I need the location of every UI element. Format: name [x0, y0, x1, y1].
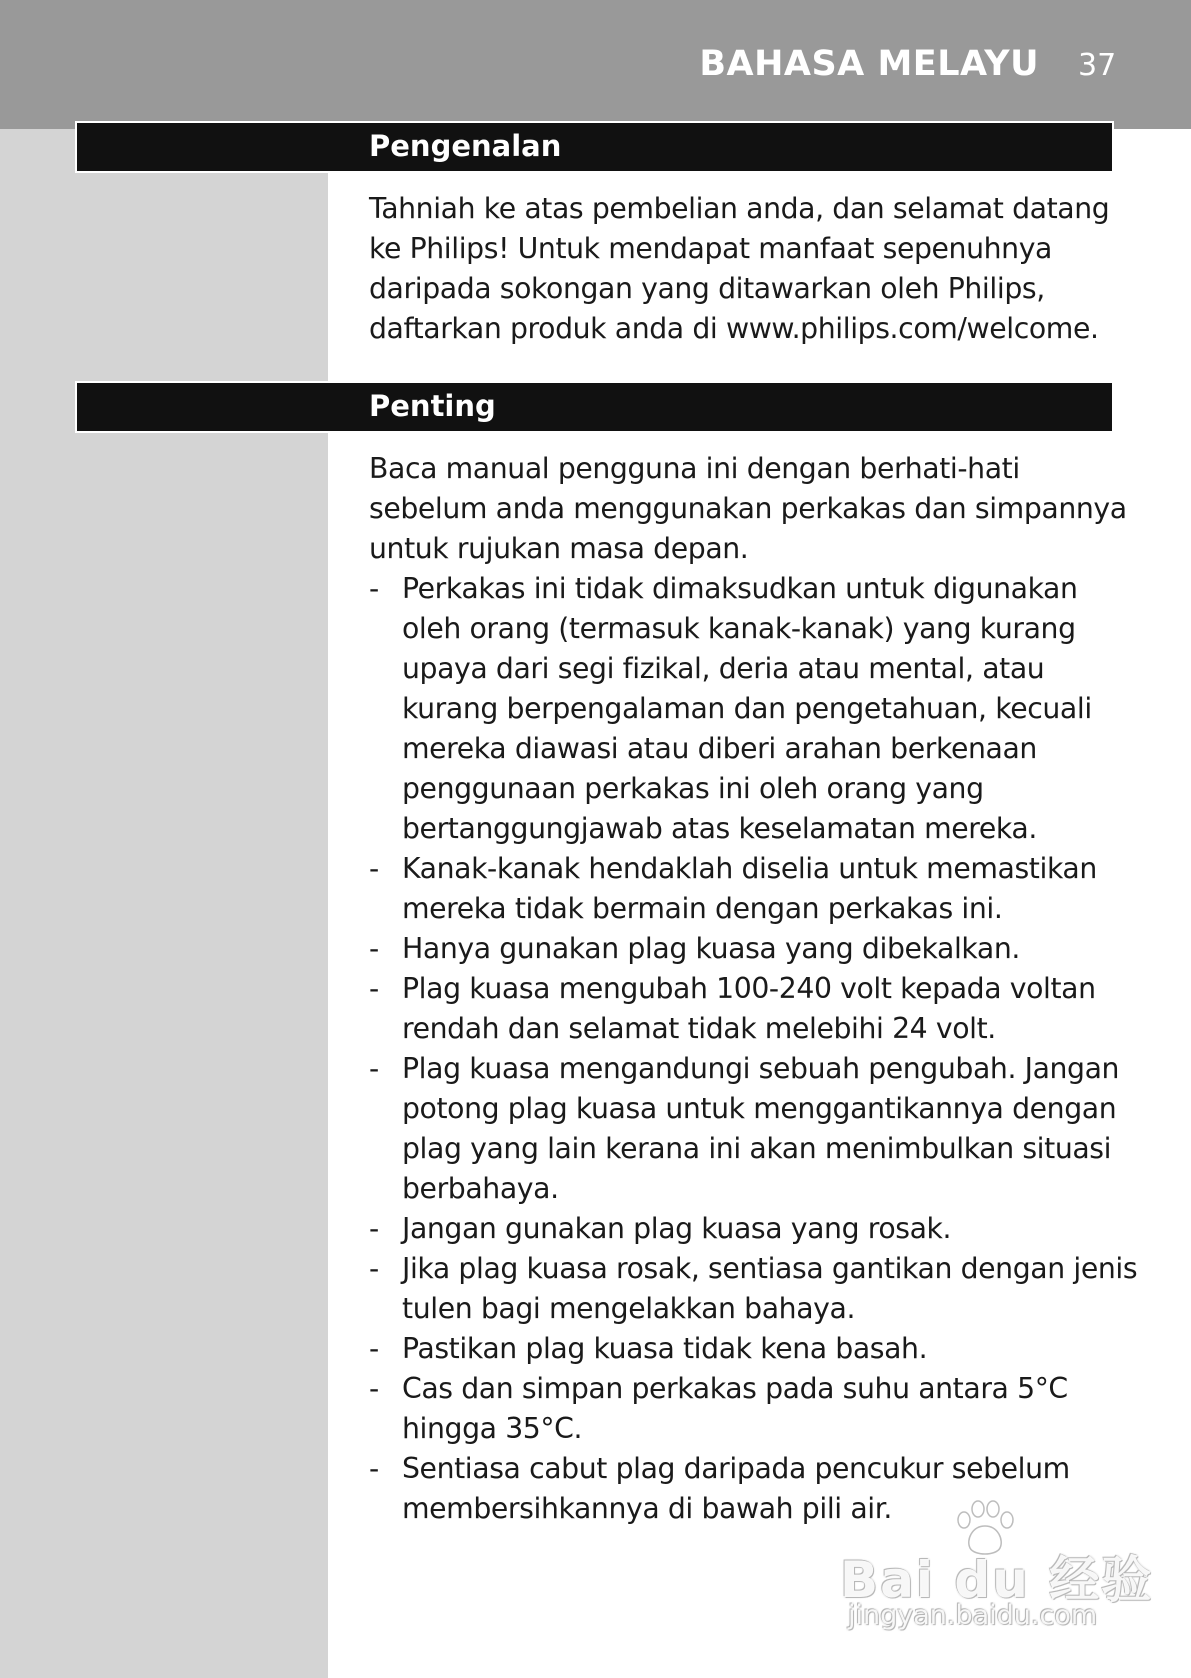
- bullet-dash: -: [369, 1052, 379, 1085]
- bullet-dash: -: [369, 1212, 379, 1245]
- list-item-line: Jika plag kuasa rosak, sentiasa gantikan dengan jenis: [402, 1252, 1138, 1285]
- paragraph-line: Baca manual pengguna ini dengan berhati-hati: [369, 452, 1020, 485]
- paragraph-line: ke Philips! Untuk mendapat manfaat sepenuhnya: [369, 232, 1052, 265]
- section-header-introduction: [75, 121, 1114, 173]
- list-item-line: Hanya gunakan plag kuasa yang dibekalkan.: [402, 932, 1020, 965]
- list-item-line: bertanggungjawab atas keselamatan mereka.: [402, 812, 1037, 845]
- list-item: [369, 1209, 1119, 1249]
- list-item-line: oleh orang (termasuk kanak-kanak) yang kurang: [402, 612, 1076, 645]
- bullet-dash: -: [369, 1332, 379, 1365]
- list-item-line: hingga 35°C.: [402, 1412, 583, 1445]
- list-item: [369, 929, 1119, 969]
- language-title: BAHASA MELAYU: [699, 44, 1039, 84]
- page-number: 37: [1078, 48, 1117, 83]
- introduction-paragraph: [369, 189, 1119, 349]
- list-item: [369, 1369, 1119, 1449]
- list-item-line: Pastikan plag kuasa tidak kena basah.: [402, 1332, 928, 1365]
- bullet-dash: -: [369, 972, 379, 1005]
- baidu-watermark: [840, 1500, 1154, 1640]
- list-item-line: Kanak-kanak hendaklah diselia untuk memastikan: [402, 852, 1097, 885]
- list-item-line: Sentiasa cabut plag daripada pencukur sebelum: [402, 1452, 1070, 1485]
- list-item-line: kurang berpengalaman dan pengetahuan, kecuali: [402, 692, 1092, 725]
- paragraph-line: daripada sokongan yang ditawarkan oleh Philips,: [369, 272, 1045, 305]
- paragraph-line: Tahniah ke atas pembelian anda, dan selamat datang: [369, 192, 1110, 225]
- list-item-line: Jangan gunakan plag kuasa yang rosak.: [402, 1212, 952, 1245]
- list-item-line: mereka diawasi atau diberi arahan berkenaan: [402, 732, 1037, 765]
- section-title: Pengenalan: [369, 129, 562, 163]
- list-item-line: Cas dan simpan perkakas pada suhu antara 5°C: [402, 1372, 1068, 1405]
- safety-warning-list: [369, 569, 1138, 1529]
- list-item-line: upaya dari segi fizikal, deria atau mental, atau: [402, 652, 1045, 685]
- bullet-dash: -: [369, 852, 379, 885]
- list-item: [369, 569, 1119, 849]
- bullet-dash: -: [369, 1252, 379, 1285]
- watermark-url: jingyan.baidu.com: [848, 1600, 1098, 1631]
- list-item-line: penggunaan perkakas ini oleh orang yang: [402, 772, 984, 805]
- list-item-line: potong plag kuasa untuk menggantikannya dengan: [402, 1092, 1117, 1125]
- page-sidebar: [0, 0, 328, 1678]
- paragraph-line: untuk rujukan masa depan.: [369, 532, 749, 565]
- section-title: Penting: [369, 389, 496, 423]
- list-item: [369, 849, 1119, 929]
- list-item-line: berbahaya.: [402, 1172, 559, 1205]
- list-item-line: Plag kuasa mengandungi sebuah pengubah. Jangan: [402, 1052, 1120, 1085]
- list-item: [369, 1049, 1119, 1209]
- paragraph-line: daftarkan produk anda di www.philips.com/welcome.: [369, 312, 1099, 345]
- list-item: [369, 1249, 1138, 1329]
- page-header: [0, 0, 1191, 129]
- paragraph-line: sebelum anda menggunakan perkakas dan simpannya: [369, 492, 1127, 525]
- important-content: [369, 449, 1138, 1529]
- list-item-line: Perkakas ini tidak dimaksudkan untuk digunakan: [402, 572, 1078, 605]
- list-item-line: Plag kuasa mengubah 100-240 volt kepada voltan: [402, 972, 1096, 1005]
- bullet-dash: -: [369, 1372, 379, 1405]
- watermark-brand: Bai du 经验: [840, 1551, 1154, 1609]
- section-header-important: [75, 381, 1114, 433]
- list-item: [369, 969, 1119, 1049]
- bullet-dash: -: [369, 1452, 379, 1485]
- list-item: [369, 1329, 1119, 1369]
- important-intro-paragraph: [369, 449, 1127, 569]
- list-item-line: rendah dan selamat tidak melebihi 24 volt.: [402, 1012, 996, 1045]
- bullet-dash: -: [369, 932, 379, 965]
- list-item-line: tulen bagi mengelakkan bahaya.: [402, 1292, 856, 1325]
- list-item-line: mereka tidak bermain dengan perkakas ini.: [402, 892, 1003, 925]
- list-item-line: membersihkannya di bawah pili air.: [402, 1492, 892, 1525]
- bullet-dash: -: [369, 572, 379, 605]
- list-item-line: plag yang lain kerana ini akan menimbulkan situasi: [402, 1132, 1112, 1165]
